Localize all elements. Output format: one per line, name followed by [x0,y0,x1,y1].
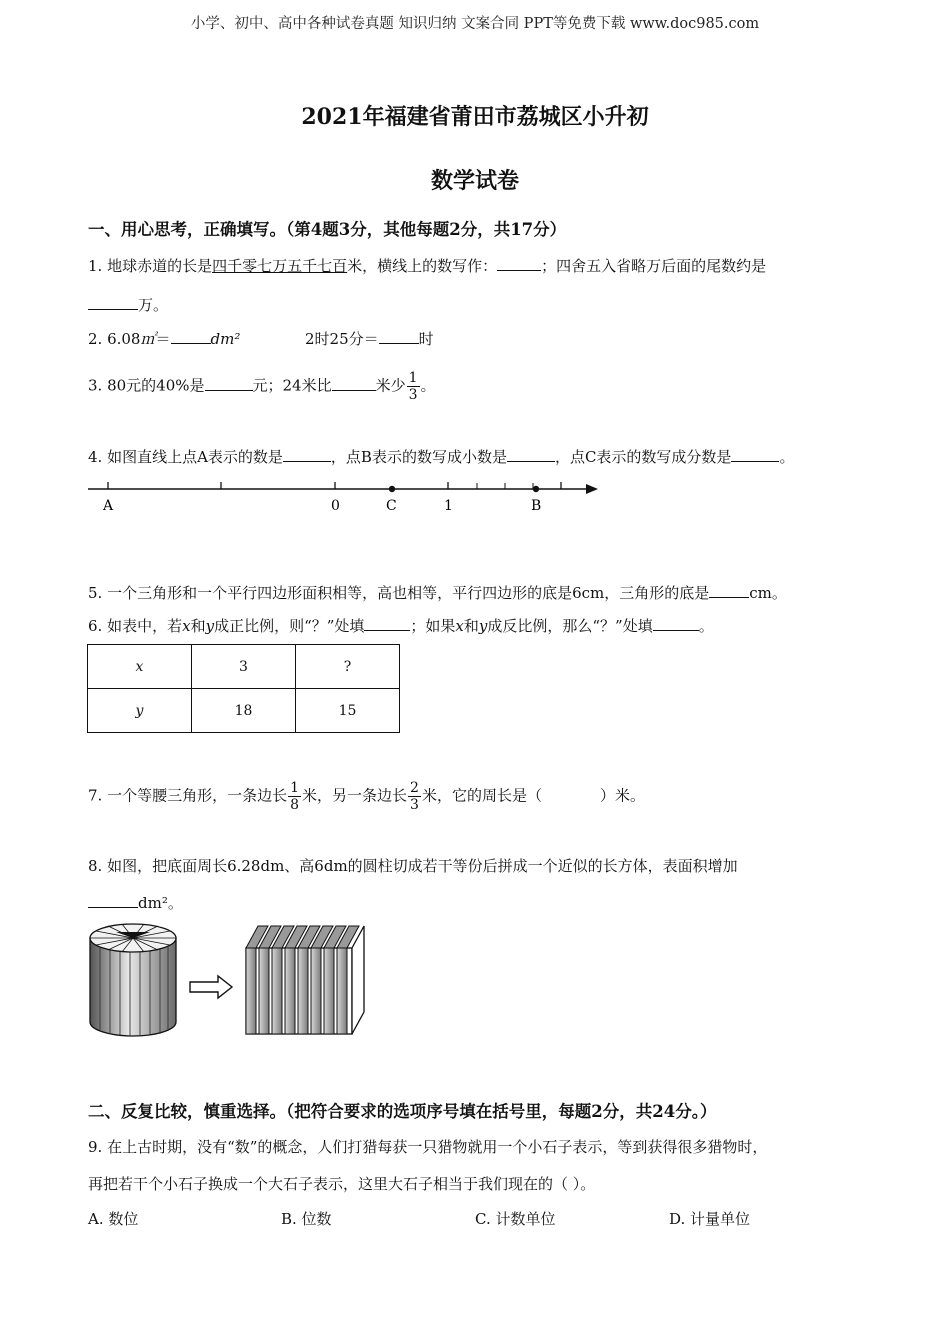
cylinder-to-cuboid-figure [86,918,386,1048]
q7-suffix: ）米。 [599,786,645,805]
number-line-figure [80,474,610,520]
q6-and: 和 [190,617,206,635]
q4-suffix: 。 [779,448,795,466]
q1-prefix: 1. 地球赤道的长是 [88,257,213,275]
answer-blank[interactable] [171,329,211,344]
question-6 [88,615,714,636]
fraction-one-third: $\frac{1}{3}$ [408,370,418,403]
question-1 [88,255,766,276]
point-b [533,486,539,492]
option-c[interactable]: C. 计数单位 [475,1210,556,1228]
q2-eq: ＝ [155,330,171,348]
table-cell: 18 [192,689,296,733]
q3-mid: 元；24米比 [252,376,332,395]
q1-underlined: 四千零七万五千七百 [212,257,348,275]
question-3 [88,370,436,403]
label-b: B [531,498,542,514]
label-1: 1 [444,498,453,514]
exam-title: 2021年福建省莆田市荔城区小升初 [301,104,649,130]
q6-and: 和 [463,617,479,635]
question-4 [88,446,794,467]
section-1-heading: 一、用心思考，正确填写。（第4题3分，其他每题2分，共17分） [88,220,567,239]
question-9-line2: 再把若干个小石子换成一个大石子表示，这里大石子相当于我们现在的（ ）。 [88,1175,596,1193]
q3-suffix: 。 [420,376,436,395]
table-row [88,645,400,689]
table-cell: 15 [296,689,400,733]
q2-prefix: 2. 6.08 [88,330,141,348]
var-y: y [205,617,215,635]
q6-mid3: 成反比例，那么“？”处填 [487,617,653,635]
q1-after: ；四舍五入省略万后面的尾数约是 [541,257,767,275]
q7-mid2: 米，它的周长是（ [421,786,542,805]
question-2 [88,328,240,349]
var-x: x [455,617,464,635]
question-9: 9. 在上古时期，没有“数”的概念，人们打猎每获一只猎物就用一个小石子表示，等到获得很多猎物时， [88,1138,768,1156]
page-header: 小学、初中、高中各种试卷真题 知识归纳 文案合同 PPT等免费下载 www.doc985.com [190,16,760,32]
question-1-line2 [88,294,168,315]
question-2-part2 [305,328,434,349]
q7-prefix: 7. 一个等腰三角形，一条边长 [88,786,288,805]
right-arrow-icon [190,976,232,998]
answer-blank[interactable] [731,447,779,462]
answer-blank[interactable] [507,447,555,462]
answer-blank[interactable] [497,256,541,271]
q2-unit1: ㎡ [140,330,156,348]
var-y: y [478,617,488,635]
option-a[interactable]: A. 数位 [88,1210,139,1228]
answer-blank[interactable] [283,447,331,462]
answer-blank[interactable] [88,295,138,310]
answer-blank[interactable] [653,616,699,631]
answer-blank[interactable] [709,583,749,598]
table-cell: ? [296,645,400,689]
arrow-head-icon [586,484,598,494]
answer-blank[interactable] [332,376,376,391]
xy-table [87,644,400,733]
answer-blank[interactable] [88,893,138,908]
question-8-line2 [88,892,183,913]
fraction-one-eighth: $\frac{1}{8}$ [290,780,300,813]
fraction-two-thirds: $\frac{2}{3}$ [410,780,419,813]
point-c [389,486,395,492]
question-8: 8. 如图，把底面周长6.28dm、高6dm的圆柱切成若干等份后拼成一个近似的长方体，表面积增加 [88,857,738,875]
q3-prefix: 3. 80元的40%是 [88,376,205,395]
exam-subtitle: 数学试卷 [430,168,519,194]
answer-blank[interactable] [379,329,419,344]
answer-blank[interactable] [205,376,253,391]
q3-mid2: 米少 [375,376,406,395]
q6-mid1: 成正比例，则“？”处填 [214,617,365,635]
q4-mid1: ，点B表示的数写成小数是 [330,448,507,466]
cylinder-shape [90,924,176,1036]
option-d[interactable]: D. 计量单位 [669,1210,751,1228]
q6-mid2: ；如果 [410,617,456,635]
label-c: C [386,498,397,514]
q2-part2-suffix: 时 [418,330,434,348]
q2-part2-prefix: 2时25分＝ [305,330,379,348]
q8-suffix: dm²。 [138,894,183,912]
q4-mid2: ，点C表示的数写成分数是 [554,448,732,466]
q1-suffix: 万。 [138,296,169,314]
q5-text: 5. 一个三角形和一个平行四边形面积相等，高也相等，平行四边形的底是6cm，三角形的底是 [88,584,710,602]
question-7 [88,780,645,813]
label-a: A [103,498,114,514]
answer-blank[interactable] [364,616,410,631]
table-row [88,689,400,733]
q5-suffix: cm。 [749,584,787,602]
section-2-heading: 二、反复比较，慎重选择。（把符合要求的选项序号填在括号里，每题2分，共24分。） [88,1102,717,1121]
table-cell: x [88,645,192,689]
var-x: x [182,617,191,635]
q6-suffix: 。 [698,617,714,635]
table-cell: 3 [192,645,296,689]
q1-mid: 米，横线上的数写作： [347,257,498,275]
question-5 [88,582,787,603]
label-0: 0 [331,498,340,514]
option-b[interactable]: B. 位数 [281,1210,332,1228]
q6-prefix: 6. 如表中，若 [88,617,183,635]
q2-unit2: dm² [210,330,241,348]
table-cell: y [88,689,192,733]
q7-mid1: 米，另一条边长 [302,786,408,805]
q4-prefix: 4. 如图直线上点A表示的数是 [88,448,283,466]
cuboid-shape [246,926,364,1034]
